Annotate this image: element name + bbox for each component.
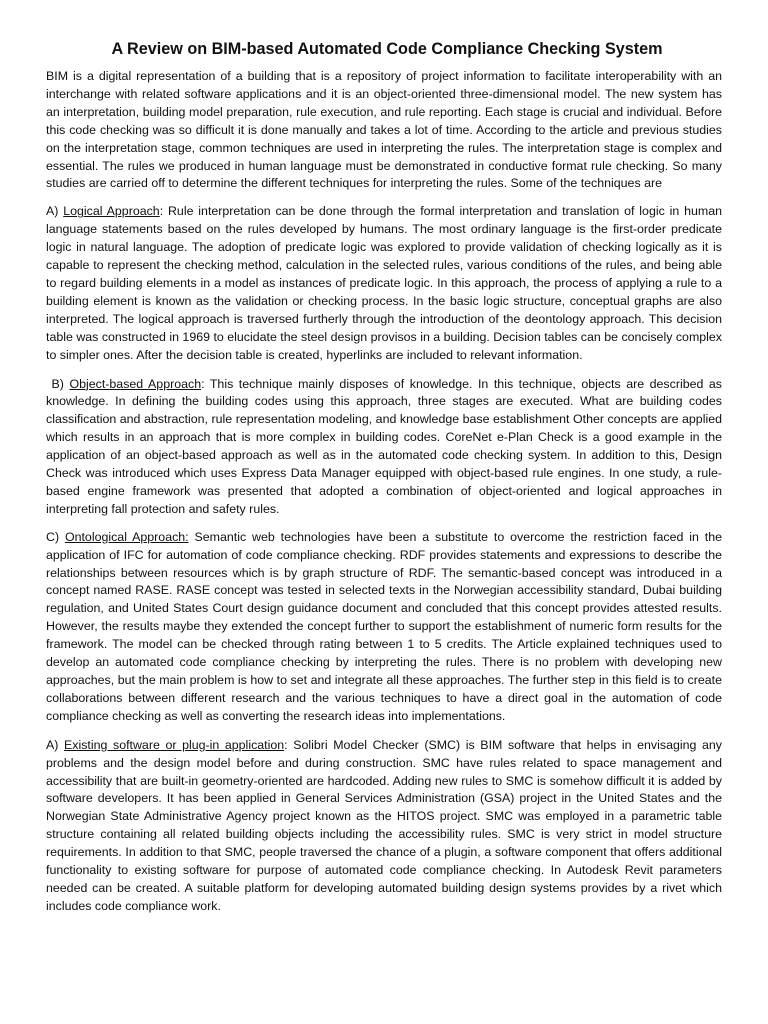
section-object-based-approach: [46, 376, 722, 519]
section-existing-software: [46, 737, 722, 916]
section-prefix: B): [46, 376, 70, 391]
section-body: : Rule interpretation can be done through the formal interpretation and translation of logic in human language statements based on the rules developed by humans. The most ordinary language is the first-order predicate logic in natural language. The adoption of predicate logic was explored to provide validation of checking logically as it is capable to represent the checking method, calculation in the selected rules, various conditions of the rules, and being able to regard building elements in a model as instances of predicate logic. In this approach, the process of applying a rule to a building element is known as the validation or checking process. In the basic logic structure, conceptual graphs are also interpreted. The logical approach is traversed furtherly through the introduction of the deontology approach. This decision table was constructed in 1969 to elucidate the steel design provisos in a building. Decision tables can be concisely complex to simpler ones. After the decision table is created, hyperlinks are included to relevant information.: [46, 204, 722, 362]
section-heading: Logical Approach: [63, 204, 160, 219]
document-title: A Review on BIM-based Automated Code Compliance Checking System: [111, 40, 663, 58]
section-heading: Existing software or plug-in application: [64, 737, 285, 752]
section-ontological-approach: [46, 529, 722, 726]
section-prefix: A): [46, 204, 64, 219]
intro-paragraph: BIM is a digital representation of a building that is a repository of project information to facilitate interoperability with an interchange with related software applications and it is an object-oriented three-dimensional model. The new system has an interpretation, building model preparation, rule execution, and rule reporting. Each stage is crucial and individual. Before this code checking was so difficult it is done manually and takes a lot of time. According to the article and previous studies on the interpretation stage, common techniques are used in interpreting the rules. The interpretation stage is complex and essential. The rules we produced in human language must be demonstrated in conductive format rule checking. So many studies are carried off to determine the different techniques for interpreting the rules. Some of the techniques are: [46, 69, 722, 191]
section-body: : Solibri Model Checker (SMC) is BIM software that helps in envisaging any problems and the design model before and during construction. SMC have rules related to space management and accessibility that are built-in geometry-oriented are hardcoded. Adding new rules to SMC is somehow difficult it is added by software developers. It has been applied in General Services Administration (GSA) project in the United States and the Norwegian State Administrative Agency project known as the HITOS project. SMC was employed in a parametric table structure containing all related building objects including the accessibility rules. SMC is very strict in model structure requirements. In addition to that SMC, people traversed the chance of a plugin, a software component that offers additional functionality to existing software for purpose of automated code compliance checking. In Autodesk Revit parameters needed can be created. A suitable platform for developing automated building design systems provides by a rivet which includes code compliance work.: [46, 737, 722, 913]
document-page: [46, 40, 722, 916]
section-heading: Object-based Approach: [69, 376, 202, 391]
section-prefix: A): [46, 737, 65, 752]
section-body: Semantic web technologies have been a substitute to overcome the restriction faced in the application of IFC for automation of code compliance checking. RDF provides statements and expressions to describe the relationships between resources which is by graph structure of RDF. The semantic-based concept was introduced in a concept named RASE. RASE concept was tested in selected texts in the Norwegian accessibility standard, Dubai building regulation, and United States Court design guidance document and concluded that this concept provides attested results. However, the results maybe they extended the concept further to support the establishment of numeric form results for the framework. The model can be checked through rating between 1 to 5 credits. The Article explained techniques used to develop an automated code compliance checking by interpreting the rules. There is no problem with developing new approaches, but the main problem is how to set and integrate all these approaches. The further step in this field is to create collaborations between different research and the various techniques to have a direct goal in the automation of code compliance checking as well as converting the research ideas into implementations.: [46, 529, 722, 723]
section-body: : This technique mainly disposes of knowledge. In this technique, objects are described as knowledge. In defining the building codes using this approach, three stages are executed. What are building codes classification and abstraction, rule representation modeling, and knowledge base establishment Other concepts are applied which results in an approach that is more complex in building codes. CoreNet e-Plan Check is a good example in the application of an object-based approach as well as in the automated code checking system. In addition to this, Design Check was introduced which uses Express Data Manager equipped with object-based rule engines. In one study, a rule-based engine framework was presented that adopted a combination of object-oriented and logical approaches in interpreting fall protection and safety rules.: [46, 376, 723, 516]
section-logical-approach: [46, 203, 722, 364]
section-prefix: C): [46, 529, 65, 544]
section-heading: Ontological Approach:: [64, 529, 189, 544]
